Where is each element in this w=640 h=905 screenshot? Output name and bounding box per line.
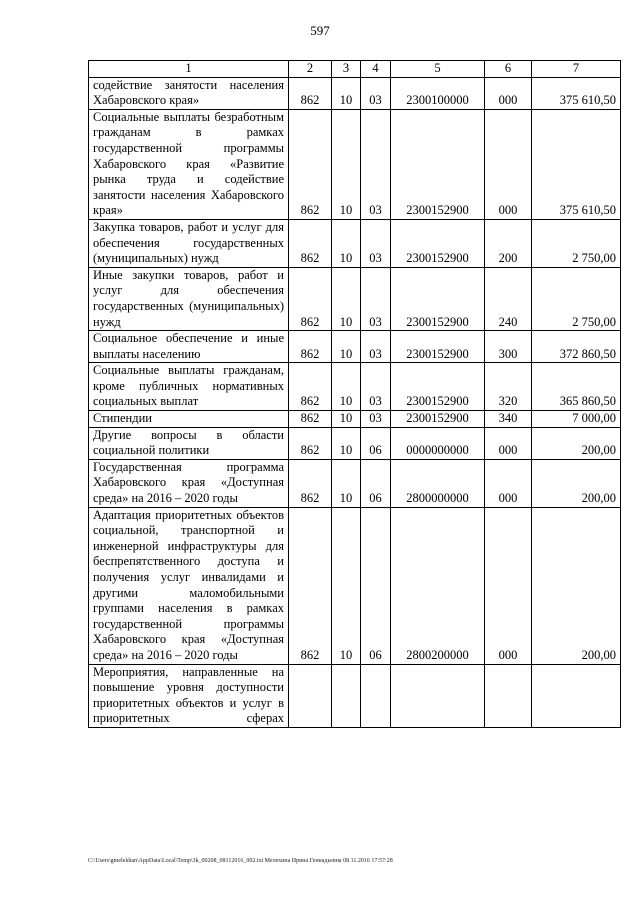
section-code: 10 (332, 507, 361, 664)
admin-code: 862 (289, 363, 332, 411)
section-code: 10 (332, 427, 361, 459)
admin-code: 862 (289, 109, 332, 219)
subsection-code: 03 (361, 267, 391, 330)
table-row (89, 77, 621, 109)
amount: 2 750,00 (532, 267, 621, 330)
row-description: содействие занятости населения Хабаровского края» (89, 77, 289, 109)
admin-code: 862 (289, 267, 332, 330)
table-row (89, 427, 621, 459)
row-description: Другие вопросы в области социальной политики (89, 427, 289, 459)
expense-type-code: 200 (485, 219, 532, 267)
amount: 200,00 (532, 459, 621, 507)
row-description: Государственная программа Хабаровского края «Доступная среда» на 2016 – 2020 годы (89, 459, 289, 507)
row-description: Социальное обеспечение и иные выплаты населению (89, 331, 289, 363)
admin-code: 862 (289, 219, 332, 267)
column-header: 1 (89, 61, 289, 78)
target-article-code: 0000000000 (391, 427, 485, 459)
section-code: 10 (332, 411, 361, 428)
section-code: 10 (332, 331, 361, 363)
subsection-code (361, 664, 391, 727)
subsection-code: 03 (361, 109, 391, 219)
admin-code: 862 (289, 331, 332, 363)
target-article-code: 2300152900 (391, 109, 485, 219)
expense-type-code: 300 (485, 331, 532, 363)
expense-type-code: 340 (485, 411, 532, 428)
amount: 375 610,50 (532, 77, 621, 109)
column-header: 3 (332, 61, 361, 78)
budget-table (88, 60, 621, 728)
table-row (89, 664, 621, 727)
section-code: 10 (332, 109, 361, 219)
row-description: Стипендии (89, 411, 289, 428)
admin-code: 862 (289, 411, 332, 428)
footer-file-path: C:\Users\gmelekhan\AppData\Local\Temp\3k_00208_08112016_002.txt Мелехина Ирина Геннадьевна 08.11.2016 17:57:28 (88, 858, 393, 864)
expense-type-code (485, 664, 532, 727)
section-code: 10 (332, 77, 361, 109)
section-code: 10 (332, 459, 361, 507)
amount: 200,00 (532, 427, 621, 459)
admin-code: 862 (289, 507, 332, 664)
section-code: 10 (332, 267, 361, 330)
table-row (89, 109, 621, 219)
table-row (89, 507, 621, 664)
expense-type-code: 000 (485, 427, 532, 459)
subsection-code: 03 (361, 331, 391, 363)
column-header: 6 (485, 61, 532, 78)
page-number: 597 (310, 23, 330, 38)
amount: 200,00 (532, 507, 621, 664)
target-article-code: 2300152900 (391, 267, 485, 330)
expense-type-code: 320 (485, 363, 532, 411)
table-row (89, 459, 621, 507)
amount: 7 000,00 (532, 411, 621, 428)
amount: 375 610,50 (532, 109, 621, 219)
table-row (89, 219, 621, 267)
target-article-code: 2300152900 (391, 363, 485, 411)
target-article-code: 2800200000 (391, 507, 485, 664)
subsection-code: 06 (361, 507, 391, 664)
admin-code: 862 (289, 427, 332, 459)
table-row (89, 363, 621, 411)
column-header: 2 (289, 61, 332, 78)
target-article-code: 2300152900 (391, 219, 485, 267)
section-code: 10 (332, 363, 361, 411)
expense-type-code: 000 (485, 77, 532, 109)
expense-type-code: 240 (485, 267, 532, 330)
section-code: 10 (332, 219, 361, 267)
target-article-code: 2300152900 (391, 411, 485, 428)
table-row (89, 267, 621, 330)
row-description: Мероприятия, направленные на повышение уровня доступности приоритетных объектов и услуг в приоритетных сферах (89, 664, 289, 727)
expense-type-code: 000 (485, 109, 532, 219)
expense-type-code: 000 (485, 507, 532, 664)
table-row (89, 411, 621, 428)
row-description: Иные закупки товаров, работ и услуг для обеспечения государственных (муниципальных) нужд (89, 267, 289, 330)
column-header: 7 (532, 61, 621, 78)
header-row (89, 61, 621, 78)
table-row (89, 331, 621, 363)
target-article-code: 2300152900 (391, 331, 485, 363)
expense-type-code: 000 (485, 459, 532, 507)
section-code (332, 664, 361, 727)
target-article-code: 2800000000 (391, 459, 485, 507)
amount: 365 860,50 (532, 363, 621, 411)
subsection-code: 03 (361, 411, 391, 428)
row-description: Социальные выплаты гражданам, кроме публичных нормативных социальных выплат (89, 363, 289, 411)
amount (532, 664, 621, 727)
column-header: 5 (391, 61, 485, 78)
admin-code: 862 (289, 459, 332, 507)
column-header: 4 (361, 61, 391, 78)
row-description: Социальные выплаты безработным гражданам в рамках государственной программы Хабаровского края «Развитие рынка труда и содействие занятости населения Хабаровского края» (89, 109, 289, 219)
subsection-code: 03 (361, 363, 391, 411)
row-description: Адаптация приоритетных объектов социальной, транспортной и инженерной инфраструктуры для беспрепятственного доступа и получения услуг инвалидами и другими маломобильными группами населения в рамках государственной программы Хабаровского края «Доступная среда» на 2016 – 2020 годы (89, 507, 289, 664)
amount: 2 750,00 (532, 219, 621, 267)
target-article-code (391, 664, 485, 727)
admin-code (289, 664, 332, 727)
target-article-code: 2300100000 (391, 77, 485, 109)
row-description: Закупка товаров, работ и услуг для обеспечения государственных (муниципальных) нужд (89, 219, 289, 267)
subsection-code: 06 (361, 427, 391, 459)
subsection-code: 03 (361, 219, 391, 267)
admin-code: 862 (289, 77, 332, 109)
subsection-code: 03 (361, 77, 391, 109)
subsection-code: 06 (361, 459, 391, 507)
amount: 372 860,50 (532, 331, 621, 363)
table-body (89, 77, 621, 727)
